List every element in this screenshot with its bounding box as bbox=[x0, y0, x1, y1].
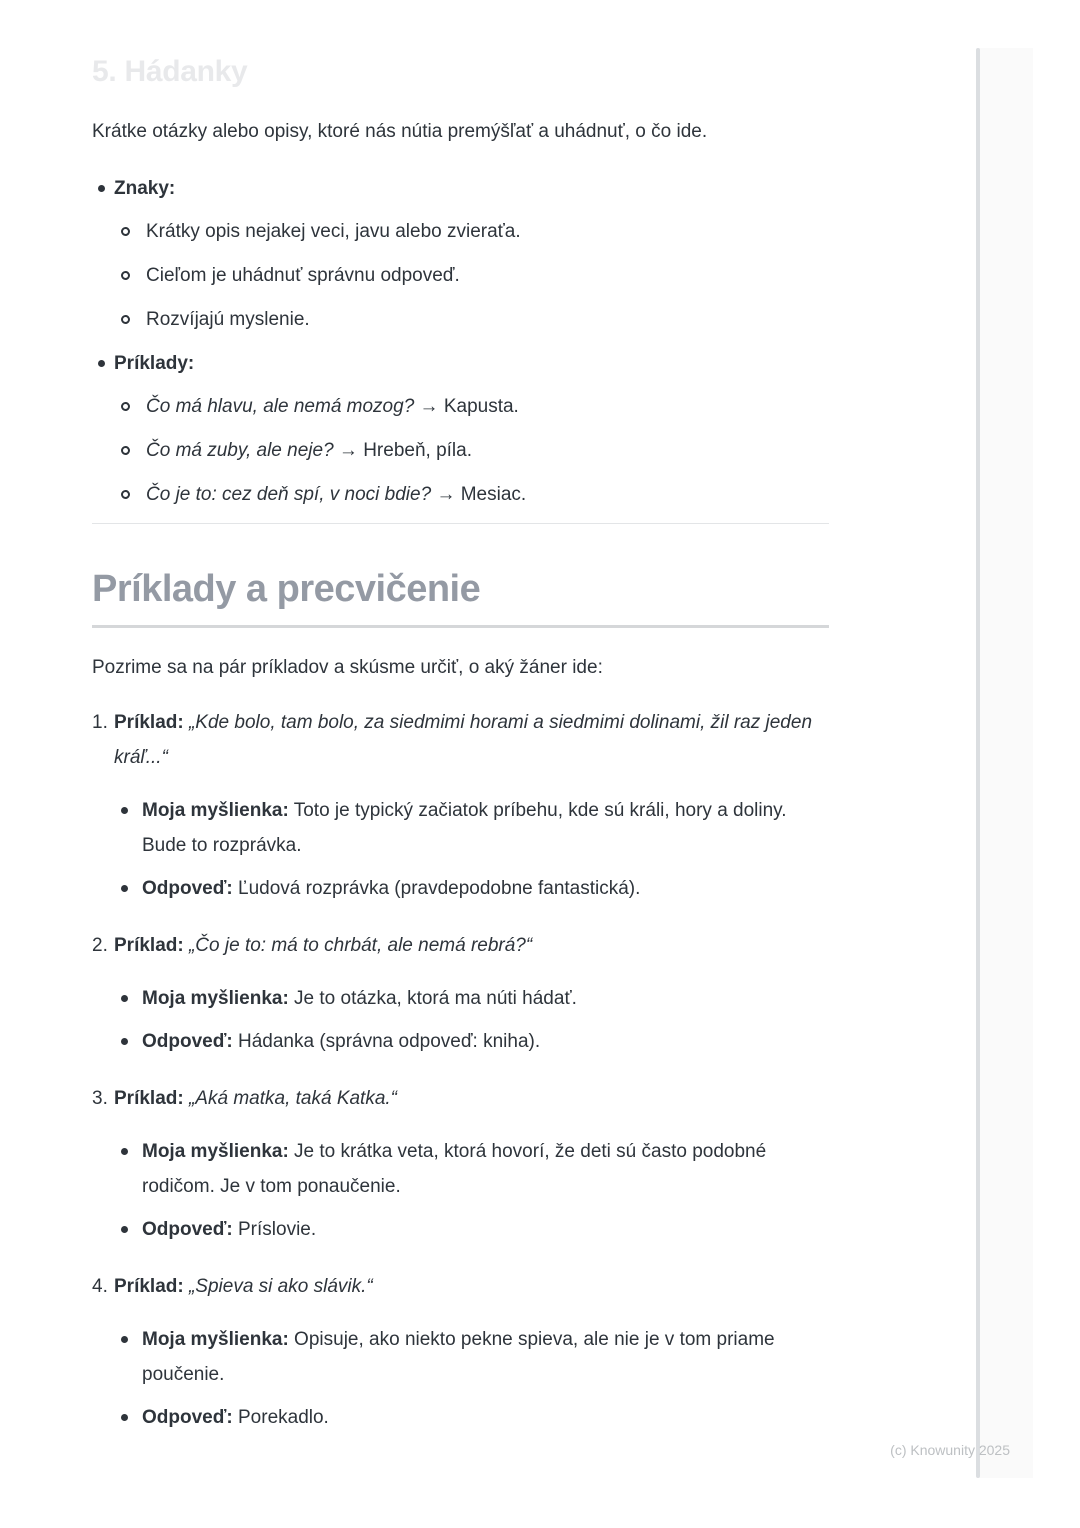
section-divider bbox=[92, 523, 829, 524]
riddle-answer: → Kapusta. bbox=[414, 396, 519, 417]
example-sub-list bbox=[114, 1134, 829, 1247]
answer-text: Porekadlo. bbox=[232, 1407, 329, 1428]
thought-text: Toto je typický začiatok príbehu, kde sú králi, hory a doliny. Bude to rozprávka. bbox=[142, 800, 787, 856]
bullet-disc-marker bbox=[121, 1336, 128, 1343]
example-sub-list bbox=[114, 793, 829, 906]
heading-underline bbox=[92, 625, 829, 628]
answer-item bbox=[114, 1212, 829, 1247]
list-item-label: Znaky: bbox=[114, 178, 176, 199]
bullet-disc-marker bbox=[121, 885, 128, 892]
list-item-priklady bbox=[92, 348, 829, 510]
bullet-circle-marker bbox=[121, 402, 130, 411]
bullet-disc-marker bbox=[121, 1038, 128, 1045]
answer-label: Odpoveď: bbox=[142, 878, 233, 899]
example-item-2 bbox=[92, 928, 829, 1059]
answer-item bbox=[114, 1024, 829, 1059]
list-item-text: Cieľom je uhádnuť správnu odpoveď. bbox=[146, 265, 460, 286]
answer-label: Odpoveď: bbox=[142, 1407, 233, 1428]
example-number: 1. bbox=[92, 712, 108, 733]
footer-copyright: (c) Knowunity 2025 bbox=[890, 1442, 1010, 1458]
list-item-znaky bbox=[92, 173, 829, 335]
bullet-circle-marker bbox=[121, 271, 130, 280]
thought-text: Je to otázka, ktorá ma núti hádať. bbox=[288, 988, 577, 1009]
bullet-disc-marker bbox=[98, 185, 105, 192]
bullet-circle-marker bbox=[121, 446, 130, 455]
example-head bbox=[92, 928, 829, 963]
bullet-disc-marker bbox=[98, 360, 105, 367]
list-item-text: Krátky opis nejakej veci, javu alebo zvieraťa. bbox=[146, 221, 521, 242]
thought-item bbox=[114, 981, 829, 1016]
list-item-text: Rozvíjajú myslenie. bbox=[146, 309, 310, 330]
list-item-label: Príklady: bbox=[114, 353, 195, 374]
riddle-question: Čo je to: cez deň spí, v noci bdie? bbox=[146, 484, 432, 505]
example-number: 2. bbox=[92, 935, 108, 956]
example-label: Príklad: bbox=[114, 712, 184, 733]
section-heading-hadanky: 5. Hádanky bbox=[92, 55, 248, 88]
practice-intro: Pozrime sa na pár príkladov a skúsme určiť, o aký žáner ide: bbox=[92, 657, 603, 678]
example-quote: „Spieva si ako slávik.“ bbox=[183, 1276, 373, 1297]
riddle-answer: → Mesiac. bbox=[431, 484, 527, 505]
riddle-item bbox=[114, 479, 829, 510]
thought-item bbox=[114, 1134, 829, 1204]
answer-item bbox=[114, 1400, 829, 1435]
bullet-disc-marker bbox=[121, 995, 128, 1002]
answer-text: Ľudová rozprávka (pravdepodobne fantastická). bbox=[232, 878, 641, 899]
thought-label: Moja myšlienka: bbox=[142, 988, 289, 1009]
example-quote: „Aká matka, taká Katka.“ bbox=[183, 1088, 398, 1109]
example-head bbox=[92, 1081, 829, 1116]
thought-text: Je to krátka veta, ktorá hovorí, že deti sú často podobné rodičom. Je v tom ponaučenie. bbox=[142, 1141, 767, 1197]
scrollbar-thumb[interactable] bbox=[976, 48, 980, 1478]
example-label: Príklad: bbox=[114, 1276, 184, 1297]
answer-label: Odpoveď: bbox=[142, 1031, 233, 1052]
riddle-item bbox=[114, 435, 829, 466]
bullet-disc-marker bbox=[121, 807, 128, 814]
bullet-circle-marker bbox=[121, 227, 130, 236]
sub-list bbox=[114, 391, 829, 510]
bullet-disc-marker bbox=[121, 1226, 128, 1233]
example-quote: „Čo je to: má to chrbát, ale nemá rebrá?“ bbox=[183, 935, 533, 956]
bullet-disc-marker bbox=[121, 1414, 128, 1421]
thought-label: Moja myšlienka: bbox=[142, 1329, 289, 1350]
thought-label: Moja myšlienka: bbox=[142, 1141, 289, 1162]
answer-text: Príslovie. bbox=[232, 1219, 317, 1240]
answer-text: Hádanka (správna odpoveď: kniha). bbox=[232, 1031, 541, 1052]
riddle-question: Čo má hlavu, ale nemá mozog? bbox=[146, 396, 415, 417]
riddle-item bbox=[114, 391, 829, 422]
practice-heading: Príklady a precvičenie bbox=[92, 568, 481, 610]
example-head bbox=[92, 705, 829, 775]
example-number: 4. bbox=[92, 1276, 108, 1297]
example-item-1 bbox=[92, 705, 829, 906]
bullet-circle-marker bbox=[121, 315, 130, 324]
riddle-answer: → Hrebeň, píla. bbox=[333, 440, 472, 461]
answer-label: Odpoveď: bbox=[142, 1219, 233, 1240]
answer-item bbox=[114, 871, 829, 906]
list-item bbox=[114, 216, 829, 247]
example-label: Príklad: bbox=[114, 1088, 184, 1109]
bullet-disc-marker bbox=[121, 1148, 128, 1155]
example-quote: „Kde bolo, tam bolo, za siedmimi horami a siedmimi dolinami, žil raz jeden kráľ...“ bbox=[114, 712, 813, 768]
section-intro: Krátke otázky alebo opisy, ktoré nás nútia premýšľať a uhádnuť, o čo ide. bbox=[92, 121, 708, 142]
example-sub-list bbox=[114, 981, 829, 1059]
list-item bbox=[114, 304, 829, 335]
bullet-circle-marker bbox=[121, 490, 130, 499]
example-label: Príklad: bbox=[114, 935, 184, 956]
thought-label: Moja myšlienka: bbox=[142, 800, 289, 821]
example-head bbox=[92, 1269, 829, 1304]
scrollbar-track[interactable] bbox=[979, 48, 1033, 1478]
examples-list bbox=[92, 705, 829, 1435]
thought-item bbox=[114, 1322, 829, 1392]
sub-list bbox=[114, 216, 829, 335]
example-sub-list bbox=[114, 1322, 829, 1435]
example-item-4 bbox=[92, 1269, 829, 1435]
thought-item bbox=[114, 793, 829, 863]
example-number: 3. bbox=[92, 1088, 108, 1109]
riddle-question: Čo má zuby, ale neje? bbox=[146, 440, 334, 461]
thought-text: Opisuje, ako niekto pekne spieva, ale nie je v tom priame poučenie. bbox=[142, 1329, 775, 1385]
list-item bbox=[114, 260, 829, 291]
document-content bbox=[92, 0, 829, 1457]
example-item-3 bbox=[92, 1081, 829, 1247]
characteristics-list bbox=[92, 173, 829, 510]
